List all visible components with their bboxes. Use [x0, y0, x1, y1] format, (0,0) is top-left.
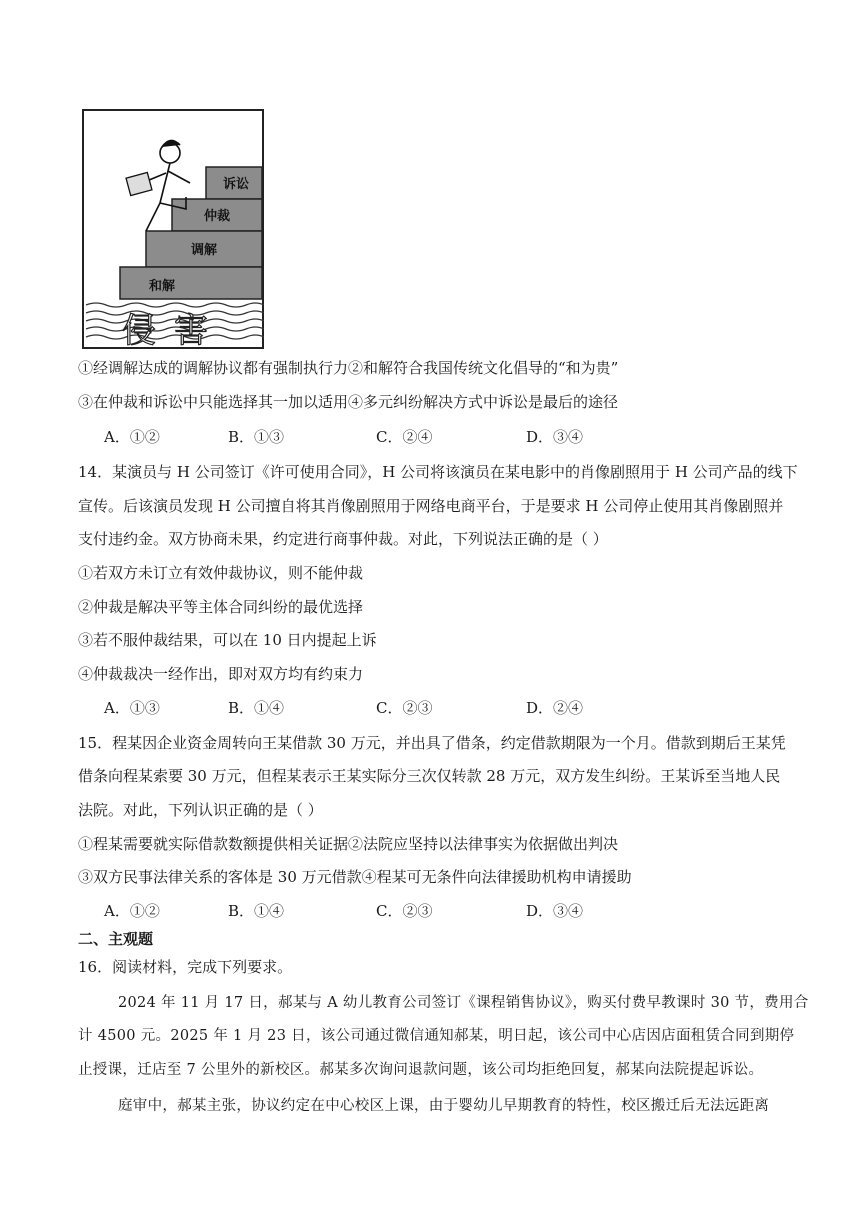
q14-choice-b[interactable]: B．①④ — [228, 699, 285, 717]
q13-choice-d[interactable]: D．③④ — [526, 428, 584, 446]
q14-choice-d[interactable]: D．②④ — [526, 699, 584, 717]
q15-stem-line-1: 15．程某因企业资金周转向王某借款 30 万元，并出具了借条，约定借款期限为一个月。借款到期后王某凭 — [78, 734, 786, 752]
step-label-litigation: 诉讼 — [222, 177, 250, 192]
q14-statement-1: ①若双方未订立有效仲裁协议，则不能仲裁 — [78, 564, 364, 582]
q15-choice-d[interactable]: D．③④ — [526, 902, 584, 920]
q14-stem-line-3: 支付违约金。双方协商未果，约定进行商事仲裁。对此，下列说法正确的是（ ） — [78, 530, 608, 548]
q16-para1-line-3: 止授课，迁店至 7 公里外的新校区。郝某多次询问退款问题，该公司均拒绝回复，郝某向法院提起诉讼。 — [78, 1062, 764, 1078]
base-text-infringement: 侵害 — [122, 311, 226, 349]
step-label-conciliation: 和解 — [148, 279, 176, 294]
q14-stem-line-1: 14．某演员与 H 公司签订《许可使用合同》，H 公司将该演员在某电影中的肖像剧照用于 H 公司产品的线下 — [78, 463, 798, 481]
q13-option-line-2: ③在仲裁和诉讼中只能选择其一加以适用④多元纠纷解决方式中诉讼是最后的途径 — [78, 393, 619, 411]
cartoon-illustration — [82, 109, 264, 349]
q13-option-line-1: ①经调解达成的调解协议都有强制执行力②和解符合我国传统文化倡导的“和为贵” — [78, 359, 619, 377]
q14-choice-c[interactable]: C．②③ — [376, 699, 433, 717]
q16-para2-line-1: 庭审中，郝某主张，协议约定在中心校区上课，由于婴幼儿早期教育的特性，校区搬迁后无法远距离 — [118, 1098, 770, 1114]
q15-choice-c[interactable]: C．②③ — [376, 902, 433, 920]
q14-statement-2: ②仲裁是解决平等主体合同纠纷的最优选择 — [78, 598, 364, 616]
step-label-mediation: 调解 — [190, 243, 218, 258]
q16-intro: 16．阅读材料，完成下列要求。 — [78, 958, 293, 976]
step-label-arbitration: 仲裁 — [203, 209, 231, 224]
q14-statement-3: ③若不服仲裁结果，可以在 10 日内提起上诉 — [78, 631, 377, 649]
q15-choice-a[interactable]: A．①② — [104, 902, 160, 920]
section-title: 二、主观题 — [78, 930, 154, 948]
q13-choice-b[interactable]: B．①③ — [228, 428, 285, 446]
q15-stem-line-2: 借条向程某索要 30 万元，但程某表示王某实际分三次仅转款 28 万元，双方发生纠纷。王某诉至当地人民 — [78, 767, 781, 785]
q13-choice-a[interactable]: A．①② — [104, 428, 160, 446]
q14-stem-line-2: 宣传。后该演员发现 H 公司擅自将其肖像剧照用于网络电商平台，于是要求 H 公司停止使用其肖像剧照并 — [78, 497, 784, 515]
q14-statement-4: ④仲裁裁决一经作出，即对双方均有约束力 — [78, 665, 364, 683]
q16-para1-line-1: 2024 年 11 月 17 日，郝某与 A 幼儿教育公司签订《课程销售协议》，购买付费早教课时 30 节，费用合 — [118, 995, 809, 1011]
q14-choice-a[interactable]: A．①③ — [104, 699, 160, 717]
q16-para1-line-2: 计 4500 元。2025 年 1 月 23 日，该公司通过微信通知郝某，明日起，该公司中心店因店面租赁合同到期停 — [78, 1028, 795, 1044]
q15-option-line-2: ③双方民事法律关系的客体是 30 万元借款④程某可无条件向法律援助机构申请援助 — [78, 868, 632, 886]
q15-choice-b[interactable]: B．①④ — [228, 902, 285, 920]
stairs-cartoon-icon — [82, 109, 264, 349]
q15-option-line-1: ①程某需要就实际借款数额提供相关证据②法院应坚持以法律事实为依据做出判决 — [78, 835, 619, 853]
q13-choice-c[interactable]: C．②④ — [376, 428, 433, 446]
q15-stem-line-3: 法院。对此，下列认识正确的是（ ） — [78, 801, 323, 819]
